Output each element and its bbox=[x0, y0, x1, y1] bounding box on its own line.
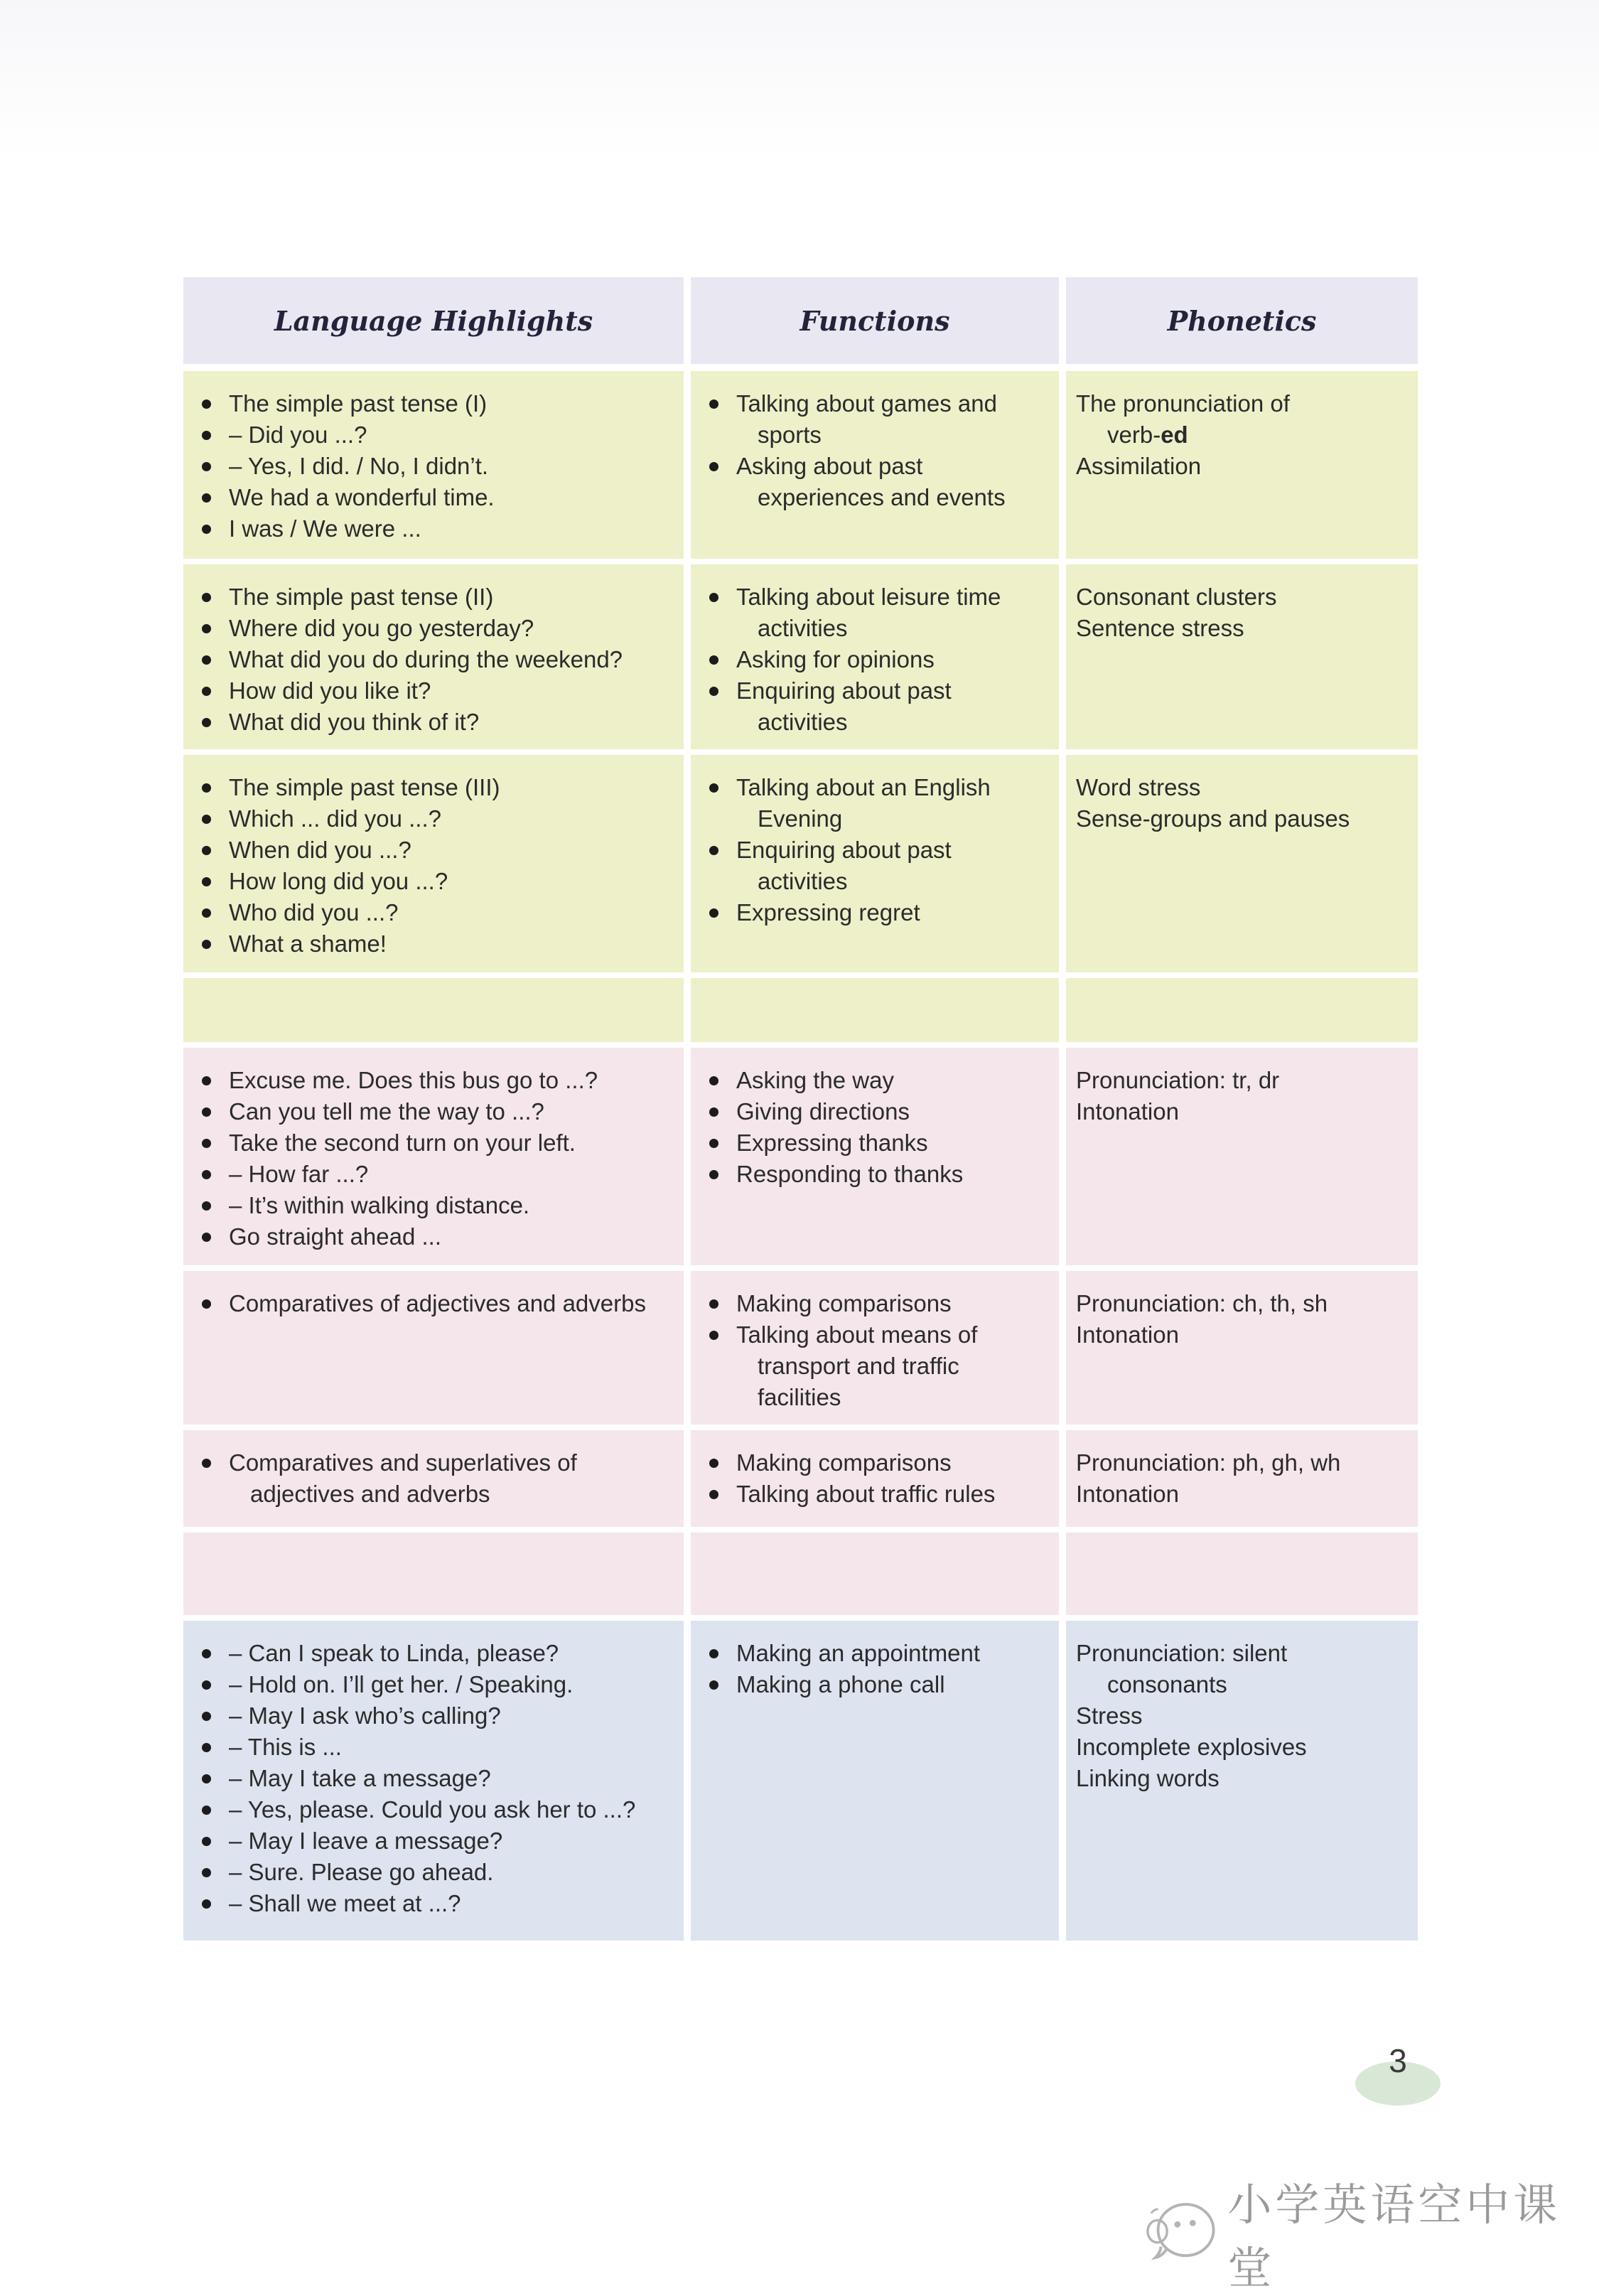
text-span: Who did you ...? bbox=[229, 899, 399, 926]
text-span: activities bbox=[758, 709, 848, 735]
bullet-line bbox=[691, 835, 1059, 866]
text-span: – It’s within walking distance. bbox=[229, 1192, 530, 1218]
text-span: The simple past tense (II) bbox=[229, 584, 494, 610]
text-span: We had a wonderful time. bbox=[229, 484, 495, 510]
header-language-highlights: Language Highlights bbox=[183, 277, 684, 364]
text-span: Evening bbox=[758, 805, 843, 832]
bullet-line bbox=[691, 451, 1059, 482]
text-span: Talking about leisure time bbox=[736, 584, 1001, 610]
text-span: Talking about means of bbox=[736, 1321, 978, 1348]
table-row bbox=[183, 1271, 1418, 1425]
bullet-line bbox=[183, 803, 684, 835]
text-span: – Did you ...? bbox=[229, 422, 367, 448]
text-span: Making comparisons bbox=[736, 1290, 952, 1316]
text-line bbox=[691, 1382, 1059, 1413]
text-span: Take the second turn on your left. bbox=[229, 1130, 576, 1156]
bullet-line bbox=[183, 1732, 684, 1763]
text-span: Comparatives of adjectives and adverbs bbox=[229, 1290, 646, 1316]
text-span: Assimilation bbox=[1076, 453, 1202, 479]
bullet-line bbox=[183, 1825, 684, 1857]
text-line bbox=[1066, 1700, 1418, 1732]
bullet-line bbox=[183, 644, 684, 675]
text-span: adjectives and adverbs bbox=[250, 1481, 490, 1507]
text-span: – Shall we meet at ...? bbox=[229, 1890, 461, 1916]
text-span: Responding to thanks bbox=[736, 1161, 964, 1187]
table-cell bbox=[183, 1533, 684, 1615]
bullet-line bbox=[183, 1127, 684, 1159]
text-span: Incomplete explosives bbox=[1076, 1734, 1307, 1760]
syllabus-table bbox=[183, 277, 1418, 1946]
bullet-line bbox=[183, 707, 684, 738]
text-span: activities bbox=[758, 615, 848, 641]
text-span: When did you ...? bbox=[229, 837, 411, 863]
text-span: The simple past tense (III) bbox=[229, 774, 500, 800]
bullet-line bbox=[183, 1190, 684, 1221]
text-span: The simple past tense (I) bbox=[229, 390, 488, 417]
text-span: How long did you ...? bbox=[229, 868, 448, 894]
table-row bbox=[183, 1430, 1418, 1527]
table-cell bbox=[183, 371, 684, 559]
table-cell bbox=[183, 564, 684, 749]
text-span: – May I leave a message? bbox=[229, 1828, 503, 1854]
bullet-line bbox=[691, 772, 1059, 803]
text-span: Talking about an English bbox=[736, 774, 991, 800]
text-span: – Can I speak to Linda, please? bbox=[229, 1640, 559, 1666]
text-span: Intonation bbox=[1076, 1481, 1179, 1507]
bullet-line bbox=[691, 644, 1059, 675]
table-cell bbox=[691, 1533, 1059, 1615]
text-span: Sentence stress bbox=[1076, 615, 1244, 641]
table-cell bbox=[691, 1621, 1059, 1941]
bullet-line bbox=[183, 482, 684, 513]
table-cell bbox=[1066, 371, 1418, 559]
bullet-line bbox=[183, 1638, 684, 1669]
text-span: Stress bbox=[1076, 1702, 1143, 1729]
text-line bbox=[691, 1351, 1059, 1382]
bullet-line bbox=[183, 513, 684, 545]
text-line bbox=[1066, 613, 1418, 644]
text-span: activities bbox=[758, 868, 848, 894]
text-line bbox=[1066, 1479, 1418, 1510]
text-span: Consonant clusters bbox=[1076, 584, 1277, 610]
text-line bbox=[691, 803, 1059, 835]
watermark bbox=[1146, 2169, 1599, 2296]
text-span: – May I take a message? bbox=[229, 1765, 491, 1791]
text-span: experiences and events bbox=[758, 484, 1006, 510]
bullet-line bbox=[691, 1319, 1059, 1351]
bullet-line bbox=[691, 1159, 1059, 1190]
table-cell bbox=[691, 978, 1059, 1042]
bullet-line bbox=[183, 897, 684, 928]
text-line bbox=[1066, 581, 1418, 613]
text-span: – How far ...? bbox=[229, 1161, 369, 1187]
text-span: Intonation bbox=[1076, 1098, 1179, 1125]
bullet-line bbox=[691, 1479, 1059, 1510]
bullet-line bbox=[183, 835, 684, 866]
text-span: facilities bbox=[758, 1384, 841, 1410]
text-span: Excuse me. Does this bus go to ...? bbox=[229, 1067, 598, 1093]
text-span: – Yes, please. Could you ask her to ...? bbox=[229, 1796, 636, 1823]
table-row bbox=[183, 755, 1418, 972]
table-cell bbox=[1066, 1271, 1418, 1425]
header-functions: Functions bbox=[691, 277, 1059, 364]
table-cell bbox=[183, 1430, 684, 1527]
text-span: What a shame! bbox=[229, 930, 387, 957]
text-span: transport and traffic bbox=[758, 1353, 959, 1379]
table-cell bbox=[1066, 1430, 1418, 1527]
text-span: Making an appointment bbox=[736, 1640, 981, 1666]
header-phonetics: Phonetics bbox=[1066, 277, 1418, 364]
text-span: I was / We were ... bbox=[229, 515, 421, 542]
text-line bbox=[1066, 1288, 1418, 1319]
scan-edge-shading bbox=[0, 0, 1599, 227]
bullet-line bbox=[183, 1669, 684, 1700]
table-cell bbox=[183, 978, 684, 1042]
bullet-line bbox=[183, 1288, 684, 1319]
text-span: What did you think of it? bbox=[229, 709, 480, 735]
bullet-line bbox=[183, 1794, 684, 1825]
table-row bbox=[183, 978, 1418, 1042]
watermark-text: 小学英语空中课堂 bbox=[1227, 2181, 1561, 2293]
text-span: Go straight ahead ... bbox=[229, 1223, 442, 1250]
text-span: Expressing thanks bbox=[736, 1130, 928, 1156]
text-span: How did you like it? bbox=[229, 677, 431, 704]
table-row bbox=[183, 1048, 1418, 1265]
text-span: Asking about past bbox=[736, 453, 923, 479]
bullet-line bbox=[691, 388, 1059, 419]
table-header-row bbox=[183, 277, 1418, 364]
text-span: Enquiring about past bbox=[736, 677, 952, 704]
table-cell bbox=[1066, 564, 1418, 749]
table-cell bbox=[691, 371, 1059, 559]
table-row bbox=[183, 1533, 1418, 1615]
bullet-line bbox=[183, 1700, 684, 1732]
text-span: Comparatives and superlatives of bbox=[229, 1449, 577, 1476]
text-span: Giving directions bbox=[736, 1098, 910, 1125]
text-span: sports bbox=[758, 422, 822, 448]
bullet-line bbox=[183, 1221, 684, 1252]
table-body bbox=[183, 371, 1418, 1941]
text-span: Which ... did you ...? bbox=[229, 805, 441, 832]
text-span: – Yes, I did. / No, I didn’t. bbox=[229, 453, 489, 479]
table-cell bbox=[183, 1048, 684, 1265]
bullet-line bbox=[183, 1159, 684, 1190]
bullet-line bbox=[183, 928, 684, 960]
text-line bbox=[1066, 1319, 1418, 1351]
text-span: ed bbox=[1161, 422, 1188, 448]
table-row bbox=[183, 371, 1418, 559]
bullet-line bbox=[183, 675, 684, 707]
text-line bbox=[1066, 419, 1418, 451]
text-span: Expressing regret bbox=[736, 899, 920, 926]
bullet-line bbox=[691, 1127, 1059, 1159]
text-span: consonants bbox=[1107, 1671, 1227, 1697]
bullet-line bbox=[183, 1857, 684, 1888]
table-cell bbox=[183, 1271, 684, 1425]
text-line bbox=[1066, 772, 1418, 803]
text-line bbox=[1066, 451, 1418, 482]
table-row bbox=[183, 564, 1418, 749]
page-number: 3 bbox=[1389, 2042, 1407, 2079]
text-span: Linking words bbox=[1076, 1765, 1220, 1791]
text-span: Asking for opinions bbox=[736, 646, 935, 672]
text-span: Pronunciation: ph, gh, wh bbox=[1076, 1449, 1341, 1476]
text-line bbox=[1066, 1638, 1418, 1669]
bullet-line bbox=[691, 1638, 1059, 1669]
text-line bbox=[691, 613, 1059, 644]
table-cell bbox=[1066, 978, 1418, 1042]
bullet-line bbox=[183, 866, 684, 897]
bullet-line bbox=[691, 1669, 1059, 1700]
bullet-line bbox=[183, 1065, 684, 1096]
text-span: What did you do during the weekend? bbox=[229, 646, 623, 672]
text-span: Making comparisons bbox=[736, 1449, 952, 1476]
text-line bbox=[1066, 1096, 1418, 1127]
table-cell bbox=[691, 564, 1059, 749]
text-span: Pronunciation: ch, th, sh bbox=[1076, 1290, 1328, 1316]
table-cell bbox=[691, 1430, 1059, 1527]
table-cell bbox=[691, 755, 1059, 972]
text-line bbox=[1066, 388, 1418, 419]
text-line bbox=[1066, 1065, 1418, 1096]
bullet-line bbox=[183, 1888, 684, 1919]
bullet-line bbox=[183, 772, 684, 803]
text-line bbox=[691, 866, 1059, 897]
text-span: Pronunciation: tr, dr bbox=[1076, 1067, 1280, 1093]
text-span: The pronunciation of bbox=[1076, 390, 1290, 417]
text-span: – Hold on. I’ll get her. / Speaking. bbox=[229, 1671, 574, 1697]
bullet-line bbox=[691, 1096, 1059, 1127]
bullet-line bbox=[691, 1288, 1059, 1319]
text-span: verb- bbox=[1107, 422, 1161, 448]
text-span: – Sure. Please go ahead. bbox=[229, 1859, 494, 1885]
text-span: Word stress bbox=[1076, 774, 1201, 800]
table-row bbox=[183, 1621, 1418, 1941]
bullet-line bbox=[183, 451, 684, 482]
text-span: Talking about traffic rules bbox=[736, 1481, 996, 1507]
text-line bbox=[1066, 1732, 1418, 1763]
bullet-line bbox=[691, 1447, 1059, 1479]
text-span: – This is ... bbox=[229, 1734, 342, 1760]
text-line bbox=[1066, 1669, 1418, 1700]
text-span: Where did you go yesterday? bbox=[229, 615, 534, 641]
table-cell bbox=[1066, 755, 1418, 972]
text-line bbox=[691, 482, 1059, 513]
bullet-line bbox=[183, 388, 684, 419]
text-span: Pronunciation: silent bbox=[1076, 1640, 1288, 1666]
wechat-logo-icon bbox=[1146, 2200, 1217, 2265]
table-cell bbox=[1066, 1533, 1418, 1615]
text-span: Sense-groups and pauses bbox=[1076, 805, 1350, 832]
text-line bbox=[691, 707, 1059, 738]
text-span: Intonation bbox=[1076, 1321, 1179, 1348]
text-line bbox=[1066, 1447, 1418, 1479]
bullet-line bbox=[183, 581, 684, 613]
bullet-line bbox=[183, 419, 684, 451]
text-span: Enquiring about past bbox=[736, 837, 952, 863]
text-span: Making a phone call bbox=[736, 1671, 945, 1697]
text-span: Talking about games and bbox=[736, 390, 997, 417]
table-cell bbox=[1066, 1048, 1418, 1265]
bullet-line bbox=[183, 1096, 684, 1127]
text-line bbox=[183, 1479, 684, 1510]
bullet-line bbox=[183, 613, 684, 644]
text-line bbox=[1066, 803, 1418, 835]
table-cell bbox=[691, 1271, 1059, 1425]
bullet-line bbox=[691, 581, 1059, 613]
text-span: – May I ask who’s calling? bbox=[229, 1702, 501, 1729]
bullet-line bbox=[183, 1447, 684, 1479]
text-line bbox=[1066, 1763, 1418, 1794]
bullet-line bbox=[183, 1763, 684, 1794]
table-cell bbox=[1066, 1621, 1418, 1941]
bullet-line bbox=[691, 897, 1059, 928]
bullet-line bbox=[691, 675, 1059, 707]
text-span: Can you tell me the way to ...? bbox=[229, 1098, 544, 1125]
table-cell bbox=[691, 1048, 1059, 1265]
text-span: Asking the way bbox=[736, 1067, 894, 1093]
bullet-line bbox=[691, 1065, 1059, 1096]
table-cell bbox=[183, 755, 684, 972]
table-cell bbox=[183, 1621, 684, 1941]
text-line bbox=[691, 419, 1059, 451]
